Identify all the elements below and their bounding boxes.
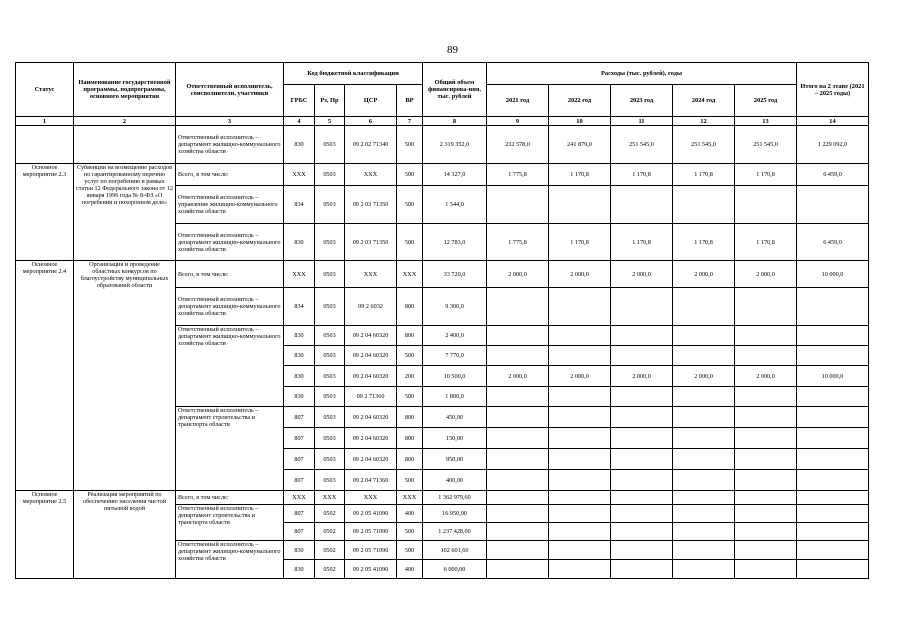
total-cell: 450,00	[423, 407, 487, 428]
y2025-cell	[735, 449, 797, 470]
total-cell: 950,00	[423, 449, 487, 470]
y2023-cell	[611, 523, 673, 541]
total-cell: 1 362 979,60	[423, 491, 487, 505]
y2021-cell: 232 578,0	[487, 126, 549, 164]
executor-cell: Ответственный исполнитель – департамент жилищно-коммунального хозяйства области	[176, 288, 284, 326]
csr-cell: 09 2 05 71090	[345, 523, 397, 541]
vr-cell: 500	[397, 346, 423, 366]
y2025-cell	[735, 346, 797, 366]
y2023-cell	[611, 428, 673, 449]
header-2024: 2024 год	[673, 85, 735, 117]
total-cell: 102 601,60	[423, 541, 487, 560]
csr-cell: 09 2 03 71350	[345, 224, 397, 261]
header-name: Наименование государственной программы, подпрограммы, основного мероприятия	[74, 63, 176, 117]
itogo-cell	[797, 560, 869, 579]
colnum-cell: 11	[611, 117, 673, 126]
y2022-cell	[549, 407, 611, 428]
y2025-cell	[735, 428, 797, 449]
executor-cell: Всего, в том числе:	[176, 491, 284, 505]
csr-cell: 09 2 05 71090	[345, 541, 397, 560]
vr-cell: XXX	[397, 261, 423, 288]
itogo-cell	[797, 407, 869, 428]
header-grbs: ГРБС	[284, 85, 315, 117]
y2025-cell	[735, 326, 797, 346]
y2025-cell	[735, 186, 797, 224]
colnum-cell: 9	[487, 117, 549, 126]
colnum-cell: 3	[176, 117, 284, 126]
rzpr-cell: 0503	[315, 387, 345, 407]
total-cell: 9 300,0	[423, 288, 487, 326]
header-2025: 2025 год	[735, 85, 797, 117]
y2025-cell	[735, 387, 797, 407]
grbs-cell: XXX	[284, 261, 315, 288]
y2021-cell	[487, 186, 549, 224]
colnum-cell: 7	[397, 117, 423, 126]
csr-cell: 09 2 05 41090	[345, 560, 397, 579]
y2021-cell	[487, 346, 549, 366]
itogo-cell	[797, 288, 869, 326]
y2022-cell	[549, 523, 611, 541]
itogo-cell	[797, 326, 869, 346]
y2022-cell	[549, 186, 611, 224]
y2023-cell	[611, 449, 673, 470]
rzpr-cell: XXX	[315, 491, 345, 505]
budget-table	[15, 62, 869, 579]
y2025-cell	[735, 523, 797, 541]
colnum-cell: 1	[16, 117, 74, 126]
executor-cell: Ответственный исполнитель – департамент строительства и транспорта области	[176, 407, 284, 491]
y2023-cell	[611, 491, 673, 505]
grbs-cell: 807	[284, 449, 315, 470]
header-expenses: Расходы (тыс. рублей), годы	[487, 63, 797, 85]
total-cell: 400,00	[423, 470, 487, 491]
y2025-cell	[735, 407, 797, 428]
vr-cell: 800	[397, 326, 423, 346]
vr-cell: 400	[397, 560, 423, 579]
total-cell: 16 950,00	[423, 505, 487, 523]
vr-cell: 800	[397, 449, 423, 470]
grbs-cell: 807	[284, 407, 315, 428]
y2021-cell	[487, 407, 549, 428]
header-itogo: Итого на 2 этапе (2021 – 2025 годы)	[797, 63, 869, 117]
y2022-cell	[549, 387, 611, 407]
y2021-cell: 2 000,0	[487, 366, 549, 387]
y2024-cell	[673, 186, 735, 224]
colnum-cell: 12	[673, 117, 735, 126]
csr-cell: 09 2 04 60320	[345, 449, 397, 470]
y2023-cell: 2 000,0	[611, 261, 673, 288]
rzpr-cell: 0503	[315, 261, 345, 288]
y2021-cell	[487, 288, 549, 326]
vr-cell: 400	[397, 505, 423, 523]
y2023-cell	[611, 541, 673, 560]
y2022-cell	[549, 346, 611, 366]
y2023-cell: 2 000,0	[611, 366, 673, 387]
itogo-cell: 6 459,0	[797, 164, 869, 186]
y2025-cell: 1 170,8	[735, 164, 797, 186]
rzpr-cell: 0503	[315, 326, 345, 346]
y2023-cell: 1 170,8	[611, 224, 673, 261]
itogo-cell: 6 459,0	[797, 224, 869, 261]
header-2023: 2023 год	[611, 85, 673, 117]
name-cell: Организация и проведение областных конкурсов по благоустройству муниципальных образований области	[74, 261, 176, 491]
y2021-cell	[487, 491, 549, 505]
grbs-cell: 807	[284, 505, 315, 523]
y2022-cell: 2 000,0	[549, 366, 611, 387]
csr-cell: 09 2 05 41090	[345, 505, 397, 523]
itogo-cell	[797, 541, 869, 560]
total-cell: 1 544,0	[423, 186, 487, 224]
rzpr-cell: 0502	[315, 505, 345, 523]
vr-cell: 800	[397, 428, 423, 449]
y2025-cell: 251 545,0	[735, 126, 797, 164]
grbs-cell: 807	[284, 523, 315, 541]
colnum-cell: 6	[345, 117, 397, 126]
vr-cell: 800	[397, 407, 423, 428]
rzpr-cell: 0502	[315, 523, 345, 541]
status-cell: Основное мероприятие 2.4	[16, 261, 74, 491]
y2022-cell: 241 879,0	[549, 126, 611, 164]
csr-cell: 09 2 04 60320	[345, 346, 397, 366]
rzpr-cell: 0503	[315, 224, 345, 261]
y2024-cell	[673, 346, 735, 366]
y2024-cell	[673, 491, 735, 505]
y2022-cell: 2 000,0	[549, 261, 611, 288]
executor-cell: Ответственный исполнитель – управление жилищно-коммунального хозяйства области	[176, 186, 284, 224]
grbs-cell: 834	[284, 186, 315, 224]
y2025-cell	[735, 505, 797, 523]
colnum-cell: 14	[797, 117, 869, 126]
csr-cell: 09 2 04 71360	[345, 470, 397, 491]
total-cell: 6 000,00	[423, 560, 487, 579]
header-executor: Ответственный исполнитель, соисполнители, участники	[176, 63, 284, 117]
rzpr-cell: 0503	[315, 407, 345, 428]
itogo-cell: 1 229 092,0	[797, 126, 869, 164]
rzpr-cell: 0502	[315, 541, 345, 560]
executor-cell: Всего, в том числе:	[176, 261, 284, 288]
csr-cell: 09 2 6032	[345, 288, 397, 326]
total-cell: 14 327,0	[423, 164, 487, 186]
y2023-cell	[611, 470, 673, 491]
header-total-volume: Общий объем финансирова-ния, тыс. рублей	[423, 63, 487, 117]
y2022-cell	[549, 288, 611, 326]
vr-cell: 200	[397, 366, 423, 387]
y2024-cell	[673, 541, 735, 560]
itogo-cell	[797, 491, 869, 505]
executor-cell: Ответственный исполнитель – департамент строительства и транспорта области	[176, 505, 284, 541]
y2022-cell	[549, 326, 611, 346]
csr-cell: 09 2 03 71350	[345, 186, 397, 224]
name-cell	[74, 126, 176, 164]
rzpr-cell: 0503	[315, 449, 345, 470]
itogo-cell	[797, 523, 869, 541]
itogo-cell	[797, 346, 869, 366]
total-cell: 1 237 428,00	[423, 523, 487, 541]
header-bcc: Код бюджетной классификации	[284, 63, 423, 85]
y2024-cell: 1 170,8	[673, 224, 735, 261]
y2025-cell: 1 170,8	[735, 224, 797, 261]
grbs-cell: 830	[284, 346, 315, 366]
y2023-cell	[611, 346, 673, 366]
y2021-cell: 2 000,0	[487, 261, 549, 288]
itogo-cell	[797, 449, 869, 470]
vr-cell: 800	[397, 288, 423, 326]
y2025-cell	[735, 541, 797, 560]
colnum-cell: 4	[284, 117, 315, 126]
y2024-cell	[673, 428, 735, 449]
y2024-cell: 1 170,8	[673, 164, 735, 186]
colnum-cell: 8	[423, 117, 487, 126]
executor-cell: Ответственный исполнитель – департамент жилищно-коммунального хозяйства области	[176, 541, 284, 579]
y2022-cell: 1 170,8	[549, 164, 611, 186]
y2024-cell: 251 545,0	[673, 126, 735, 164]
y2023-cell	[611, 560, 673, 579]
csr-cell: 09 2 71360	[345, 387, 397, 407]
y2024-cell	[673, 505, 735, 523]
y2022-cell	[549, 505, 611, 523]
y2025-cell	[735, 288, 797, 326]
y2023-cell	[611, 186, 673, 224]
grbs-cell: 807	[284, 428, 315, 449]
y2024-cell	[673, 449, 735, 470]
y2021-cell	[487, 541, 549, 560]
y2024-cell	[673, 523, 735, 541]
vr-cell: 500	[397, 387, 423, 407]
rzpr-cell: 0502	[315, 560, 345, 579]
grbs-cell: 830	[284, 387, 315, 407]
y2021-cell	[487, 428, 549, 449]
name-cell: Субвенции на возмещение расходов по гарантированному перечню услуг по погребению в рамках статьи 12 Федерального закона от 12 января 1996 года № 8-ФЗ «О погребении и похоронном деле»	[74, 164, 176, 261]
itogo-cell	[797, 387, 869, 407]
header-rzpr: Рз, Пр	[315, 85, 345, 117]
y2021-cell: 1 775,8	[487, 224, 549, 261]
name-cell: Реализация мероприятий по обеспечению населения чистой питьевой водой	[74, 491, 176, 579]
y2022-cell	[549, 491, 611, 505]
csr-cell: 09 2 02 71340	[345, 126, 397, 164]
csr-cell: 09 2 04 60320	[345, 407, 397, 428]
y2021-cell	[487, 560, 549, 579]
header-vr: ВР	[397, 85, 423, 117]
table-row	[16, 126, 869, 164]
table-row	[16, 491, 869, 505]
y2021-cell	[487, 387, 549, 407]
status-cell: Основное мероприятие 2.5	[16, 491, 74, 579]
executor-cell: Всего, в том числе:	[176, 164, 284, 186]
page-number: 89	[447, 44, 458, 56]
total-cell: 1 800,0	[423, 387, 487, 407]
csr-cell: 09 2 04 60320	[345, 428, 397, 449]
y2023-cell: 1 170,8	[611, 164, 673, 186]
y2022-cell	[549, 541, 611, 560]
y2023-cell	[611, 288, 673, 326]
header-2021: 2021 год	[487, 85, 549, 117]
csr-cell: 09 2 04 60320	[345, 326, 397, 346]
total-cell: 12 783,0	[423, 224, 487, 261]
y2024-cell	[673, 470, 735, 491]
total-cell: 2 400,0	[423, 326, 487, 346]
grbs-cell: 807	[284, 470, 315, 491]
y2021-cell	[487, 449, 549, 470]
y2023-cell: 251 545,0	[611, 126, 673, 164]
grbs-cell: 834	[284, 288, 315, 326]
y2023-cell	[611, 407, 673, 428]
total-cell: 150,00	[423, 428, 487, 449]
itogo-cell	[797, 505, 869, 523]
csr-cell: XXX	[345, 164, 397, 186]
vr-cell: 500	[397, 186, 423, 224]
y2021-cell	[487, 505, 549, 523]
total-cell: 2 319 352,0	[423, 126, 487, 164]
grbs-cell: 830	[284, 326, 315, 346]
y2025-cell	[735, 491, 797, 505]
y2025-cell: 2 000,0	[735, 366, 797, 387]
rzpr-cell: 0503	[315, 288, 345, 326]
y2024-cell	[673, 560, 735, 579]
y2025-cell: 2 000,0	[735, 261, 797, 288]
rzpr-cell: 0503	[315, 186, 345, 224]
itogo-cell	[797, 186, 869, 224]
colnum-cell: 13	[735, 117, 797, 126]
y2024-cell: 2 000,0	[673, 261, 735, 288]
y2024-cell	[673, 326, 735, 346]
executor-cell: Ответственный исполнитель – департамент жилищно-коммунального хозяйства области	[176, 326, 284, 407]
rzpr-cell: 0503	[315, 366, 345, 387]
grbs-cell: XXX	[284, 164, 315, 186]
table-row	[16, 261, 869, 288]
total-cell: 33 720,0	[423, 261, 487, 288]
rzpr-cell: 0503	[315, 428, 345, 449]
vr-cell: 500	[397, 523, 423, 541]
y2025-cell	[735, 560, 797, 579]
y2023-cell	[611, 505, 673, 523]
y2022-cell: 1 170,8	[549, 224, 611, 261]
vr-cell: 500	[397, 164, 423, 186]
y2024-cell: 2 000,0	[673, 366, 735, 387]
rzpr-cell: 0503	[315, 164, 345, 186]
executor-cell: Ответственный исполнитель – департамент жилищно-коммунального хозяйства области	[176, 224, 284, 261]
itogo-cell	[797, 428, 869, 449]
colnum-cell: 5	[315, 117, 345, 126]
colnum-cell: 2	[74, 117, 176, 126]
y2022-cell	[549, 470, 611, 491]
vr-cell: 500	[397, 224, 423, 261]
grbs-cell: XXX	[284, 491, 315, 505]
rzpr-cell: 0503	[315, 346, 345, 366]
grbs-cell: 830	[284, 224, 315, 261]
csr-cell: XXX	[345, 491, 397, 505]
table-row	[16, 164, 869, 186]
rzpr-cell: 0503	[315, 470, 345, 491]
grbs-cell: 830	[284, 541, 315, 560]
vr-cell: 500	[397, 470, 423, 491]
header-2022: 2022 год	[549, 85, 611, 117]
y2023-cell	[611, 326, 673, 346]
header-status: Статус	[16, 63, 74, 117]
y2021-cell	[487, 470, 549, 491]
grbs-cell: 830	[284, 366, 315, 387]
y2021-cell	[487, 326, 549, 346]
y2024-cell	[673, 407, 735, 428]
grbs-cell: 830	[284, 126, 315, 164]
y2022-cell	[549, 560, 611, 579]
grbs-cell: 830	[284, 560, 315, 579]
itogo-cell: 10 000,0	[797, 366, 869, 387]
vr-cell: 500	[397, 126, 423, 164]
executor-cell: Ответственный исполнитель – департамент жилищно-коммунального хозяйства области	[176, 126, 284, 164]
status-cell	[16, 126, 74, 164]
csr-cell: XXX	[345, 261, 397, 288]
status-cell: Основное мероприятие 2.3	[16, 164, 74, 261]
y2022-cell	[549, 449, 611, 470]
csr-cell: 09 2 04 60320	[345, 366, 397, 387]
y2021-cell: 1 775,8	[487, 164, 549, 186]
y2024-cell	[673, 288, 735, 326]
vr-cell: XXX	[397, 491, 423, 505]
y2022-cell	[549, 428, 611, 449]
y2025-cell	[735, 470, 797, 491]
rzpr-cell: 0503	[315, 126, 345, 164]
header-csr: ЦСР	[345, 85, 397, 117]
y2024-cell	[673, 387, 735, 407]
itogo-cell	[797, 470, 869, 491]
colnum-cell: 10	[549, 117, 611, 126]
y2021-cell	[487, 523, 549, 541]
itogo-cell: 10 000,0	[797, 261, 869, 288]
vr-cell: 500	[397, 541, 423, 560]
y2023-cell	[611, 387, 673, 407]
total-cell: 10 500,0	[423, 366, 487, 387]
total-cell: 7 770,0	[423, 346, 487, 366]
